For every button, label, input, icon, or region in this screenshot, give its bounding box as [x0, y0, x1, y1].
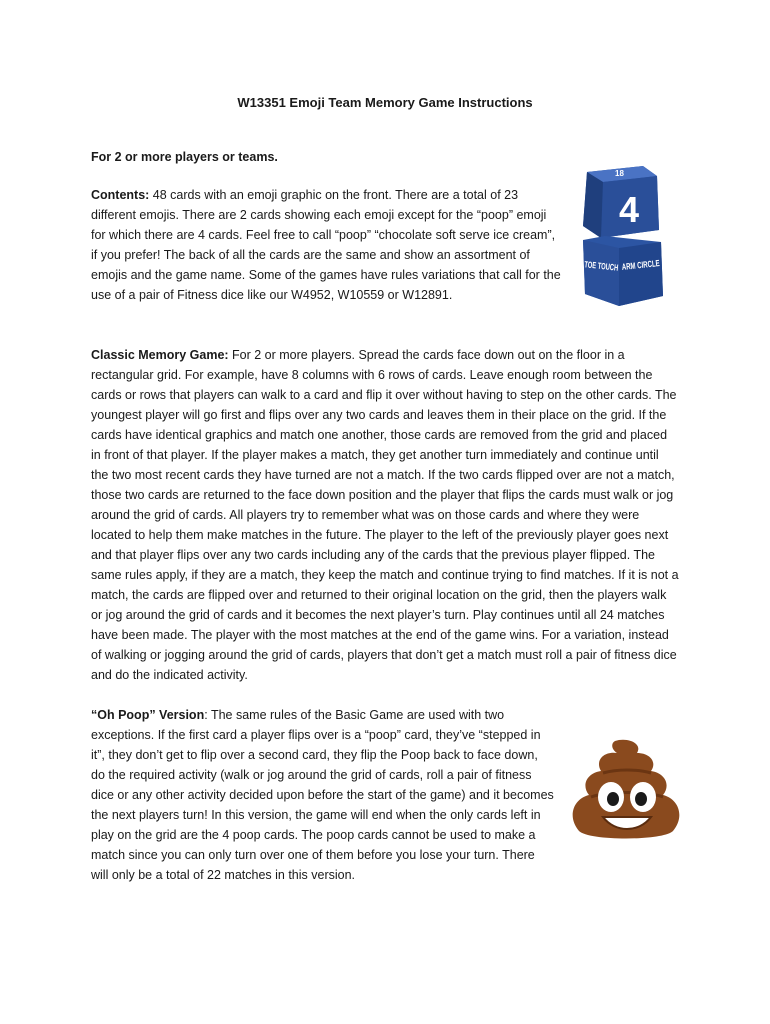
poop-left-pupil: [607, 792, 619, 806]
intro-line: For 2 or more players or teams.: [91, 150, 278, 164]
classic-game-label: Classic Memory Game:: [91, 348, 229, 362]
classic-game-paragraph: [91, 345, 679, 685]
dice-left-face-text: TOE TOUCH: [583, 259, 638, 275]
poop-right-pupil: [635, 792, 647, 806]
contents-text: 48 cards with an emoji graphic on the front. There are a total of 23 different emojis. There are 2 cards showing each emoji except for the “poop” emoji for which there are 4 cards. Feel free to call “poop” “chocolate soft serve ice cream”, if you prefer! The back of all the cards are the same and show an assortment of emojis and the game name. Some of the games have rules variations that call for the use of a pair of Fitness dice like our W4952, W10559 or W12891.: [91, 188, 561, 302]
dice-right-face-text: ARM CIRCLE: [621, 256, 679, 272]
page-title: W13351 Emoji Team Memory Game Instructions: [237, 95, 533, 110]
poop-emoji-image: [567, 737, 685, 845]
contents-label: Contents:: [91, 188, 150, 202]
dice-bottom-left-face: [583, 240, 638, 306]
oh-poop-text: : The same rules of the Basic Game are used with two exceptions. If the first card a player flips over is a “poop” card, they’ve “stepped in it”, they don’t get to flip over a second card, they flip the Poop back to face down, do the required activity (walk or jog around the grid of cards, roll a pair of fitness dice or any other activity decided upon before the start of the game) and it becomes the next players turn! In this version, the game will end when the only cards left in play on the grid are the 4 poop cards. The poop cards cannot be used to make a match since you can only turn over one of them before you lose your turn. There will only be a total of 22 matches in this version.: [91, 708, 554, 882]
contents-paragraph: [91, 185, 561, 305]
fitness-dice-image: [573, 164, 679, 309]
dice-front-number: 4: [618, 189, 640, 230]
classic-game-text: For 2 or more players. Spread the cards face down out on the floor in a rectangular grid. For example, have 8 columns with 6 rows of cards. Leave enough room between the cards or rows that players can walk to a card and flip it over without having to step on the other cards. The youngest player will go first and flips over any two cards and leaves them in their place on the grid. If the cards have identical graphics and match one another, those cards are removed from the grid and placed in front of that player. If the player makes a match, they get another turn immediately and continue until the two most recent cards they have turned are not a match. If the two cards flipped over are not a match, those two cards are returned to the face down position and the player that flips the cards must walk or jog around the grid of cards. All players try to remember what was on those cards and where they were located to help them make matches in the future. The player to the left of the previously player goes next and that player flips over any two cards including any of the cards that the previous player flipped. The same rules apply, if they are a match, they keep the match and continue trying to find matches. If it is not a match, the cards are flipped over and returned to their original location on the grid, then the players walk or jog around the grid of cards and it becomes the next player’s turn. Play continues until all 24 matches have been made. The player with the most matches at the end of the game wins. For a variation, instead of walking or jogging around the grid of cards, players that don’t get a match must roll a pair of fitness dice and do the indicated activity.: [91, 348, 679, 682]
dice-side-face: [583, 172, 603, 238]
dice-top-number: 18: [615, 169, 624, 178]
oh-poop-label: “Oh Poop” Version: [91, 708, 205, 722]
dice-bottom-right-face: [619, 242, 679, 306]
